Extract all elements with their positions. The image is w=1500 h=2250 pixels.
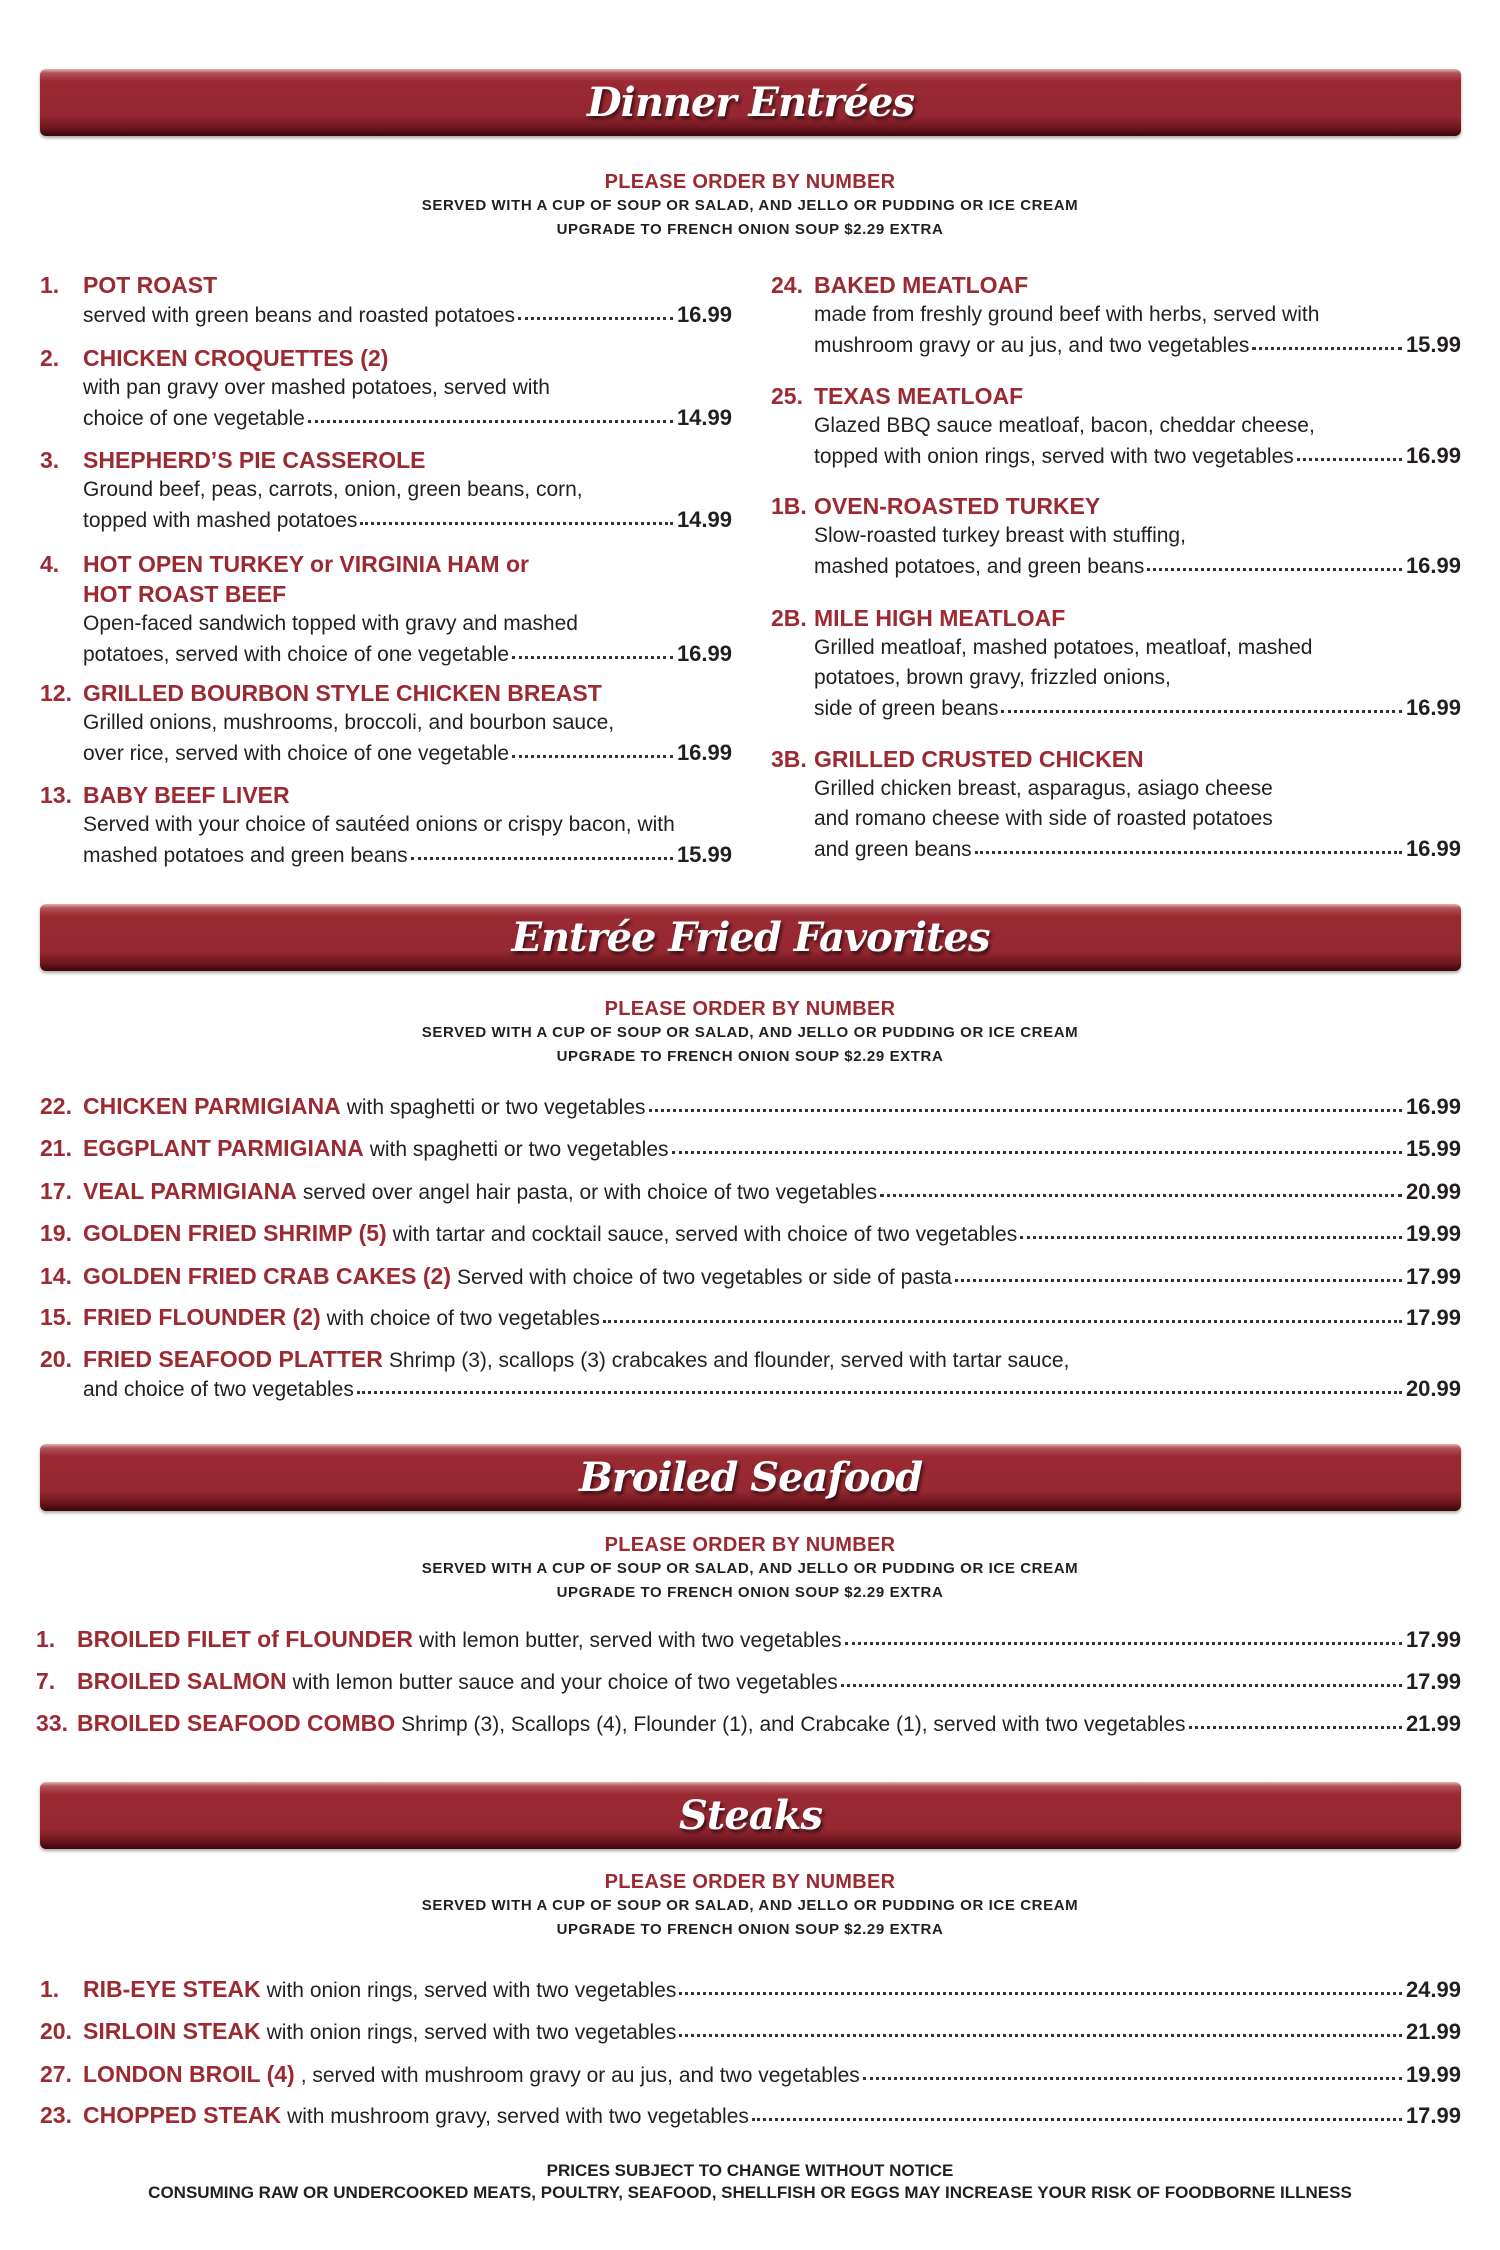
item-description: Grilled onions, mushrooms, broccoli, and bourbon sauce, (83, 711, 615, 734)
menu-item (40, 1261, 1461, 1291)
item-description: with onion rings, served with two vegetables (266, 1979, 677, 2002)
item-title-line (771, 381, 1461, 411)
item-title-line (771, 603, 1461, 633)
item-name: BROILED SEAFOOD COMBO (77, 1710, 396, 1736)
item-title-line (40, 780, 732, 810)
item-description: potatoes, served with choice of one vegetable (83, 643, 510, 666)
item-number: 25. (771, 383, 803, 409)
item-price: 24.99 (1405, 1977, 1461, 2002)
item-price: 19.99 (1405, 1221, 1461, 1246)
item-price: 21.99 (1405, 2019, 1461, 2044)
item-description-line (771, 411, 1461, 441)
item-line (40, 1374, 1461, 1404)
item-description: mashed potatoes and green beans (83, 844, 408, 867)
steaks-banner (40, 1782, 1461, 1849)
item-description-line (40, 810, 732, 840)
item-description-line (40, 475, 732, 505)
item-description: choice of one vegetable (83, 407, 305, 430)
dot-leader (649, 1109, 1402, 1112)
item-number: 23. (40, 2102, 72, 2128)
menu-item (40, 1133, 1461, 1163)
item-line (40, 1091, 1461, 1121)
dot-leader (955, 1279, 1402, 1282)
item-number: 1. (36, 1626, 56, 1652)
steaks-subheader (0, 1870, 1500, 1942)
item-name: MILE HIGH MEATLOAF (814, 605, 1066, 631)
upgrade-note: UPGRADE TO FRENCH ONION SOUP $2.29 EXTRA (556, 221, 944, 238)
item-number: 20. (40, 2018, 72, 2044)
dot-leader (863, 2077, 1402, 2080)
item-price: 17.99 (1405, 1627, 1461, 1652)
fried-subheader (0, 997, 1500, 1069)
item-line (40, 1261, 1461, 1291)
served-with-note: SERVED WITH A CUP OF SOUP OR SALAD, AND JELLO OR PUDDING OR ICE CREAM (421, 1024, 1079, 1041)
item-name: HOT ROAST BEEF (83, 581, 287, 607)
item-name: BROILED FILET of FLOUNDER (77, 1626, 414, 1652)
dot-leader (1001, 710, 1401, 713)
item-description: topped with onion rings, served with two vegetables (814, 445, 1294, 468)
item-number: 24. (771, 272, 803, 298)
item-description: with spaghetti or two vegetables (369, 1138, 669, 1161)
item-number: 2B. (771, 605, 807, 631)
dot-leader (512, 656, 673, 659)
upgrade-note: UPGRADE TO FRENCH ONION SOUP $2.29 EXTRA (556, 1921, 944, 1938)
menu-item (40, 1344, 1461, 1404)
item-title-line (771, 270, 1461, 300)
item-price: 16.99 (1405, 1094, 1461, 1119)
dot-leader (357, 1391, 1402, 1394)
item-description: side of green beans (814, 697, 999, 720)
dinner-subheader (0, 170, 1500, 242)
item-line (40, 1302, 1461, 1332)
item-title-line (40, 579, 732, 609)
dot-leader (1020, 1236, 1402, 1239)
upgrade-note: UPGRADE TO FRENCH ONION SOUP $2.29 EXTRA (556, 1584, 944, 1601)
item-title-line (40, 678, 732, 708)
item-name: OVEN-ROASTED TURKEY (814, 493, 1101, 519)
upgrade-note: UPGRADE TO FRENCH ONION SOUP $2.29 EXTRA (556, 1048, 944, 1065)
item-price: 17.99 (1405, 1305, 1461, 1330)
item-description: Served with choice of two vegetables or side of pasta (457, 1266, 952, 1289)
item-number: 4. (40, 551, 60, 577)
item-description: Shrimp (3), Scallops (4), Flounder (1), and Crabcake (1), served with two vegetables (401, 1713, 1186, 1736)
menu-item (40, 678, 732, 768)
dot-leader (411, 857, 673, 860)
item-price: 16.99 (676, 641, 732, 666)
health-warning: CONSUMING RAW OR UNDERCOOKED MEATS, POULTRY, SEAFOOD, SHELLFISH OR EGGS MAY INCREASE YOUR RISK OF FOODBORNE ILLNESS (148, 2183, 1352, 2202)
broiled-subheader (0, 1533, 1500, 1605)
item-description-line (40, 505, 732, 535)
item-title-line (40, 343, 732, 373)
menu-item (771, 603, 1461, 723)
order-by-number: PLEASE ORDER BY NUMBER (604, 171, 896, 193)
item-number: 2. (40, 345, 60, 371)
item-number: 22. (40, 1093, 72, 1119)
item-description: served over angel hair pasta, or with choice of two vegetables (302, 1181, 878, 1204)
item-name: RIB-EYE STEAK (83, 1976, 261, 2002)
footer (0, 2160, 1500, 2204)
item-line (36, 1666, 1461, 1696)
menu-item (40, 1176, 1461, 1206)
menu-item (40, 549, 732, 669)
item-price: 16.99 (1405, 553, 1461, 578)
item-price: 14.99 (676, 507, 732, 532)
item-line (40, 2016, 1461, 2046)
item-description: and romano cheese with side of roasted potatoes (814, 807, 1273, 830)
dot-leader (308, 420, 673, 423)
item-price: 16.99 (676, 302, 732, 327)
item-description-line (40, 708, 732, 738)
served-with-note: SERVED WITH A CUP OF SOUP OR SALAD, AND JELLO OR PUDDING OR ICE CREAM (421, 197, 1079, 214)
menu-item (40, 1091, 1461, 1121)
menu-item (40, 1302, 1461, 1332)
item-number: 7. (36, 1668, 56, 1694)
item-name: TEXAS MEATLOAF (814, 383, 1024, 409)
item-title-line (771, 491, 1461, 521)
dot-leader (518, 317, 673, 320)
item-price: 17.99 (1405, 1264, 1461, 1289)
item-number: 21. (40, 1135, 72, 1161)
dot-leader (603, 1320, 1402, 1323)
broiled-seafood-banner (40, 1444, 1461, 1511)
item-description: served with green beans and roasted potatoes (83, 304, 515, 327)
item-description: with tartar and cocktail sauce, served with choice of two vegetables (392, 1223, 1018, 1246)
item-description: and green beans (814, 838, 972, 861)
item-number: 13. (40, 782, 72, 808)
item-number: 3. (40, 447, 60, 473)
menu-item (40, 2059, 1461, 2089)
item-name: SHEPHERD’S PIE CASSEROLE (83, 447, 426, 473)
item-description-line (40, 738, 732, 768)
item-description-line (40, 300, 732, 330)
item-number: 1. (40, 1976, 60, 2002)
item-description: topped with mashed potatoes (83, 509, 358, 532)
item-description: Grilled chicken breast, asparagus, asiago cheese (814, 777, 1273, 800)
served-with-note: SERVED WITH A CUP OF SOUP OR SALAD, AND JELLO OR PUDDING OR ICE CREAM (421, 1897, 1079, 1914)
price-notice: PRICES SUBJECT TO CHANGE WITHOUT NOTICE (546, 2161, 954, 2180)
item-price: 16.99 (676, 740, 732, 765)
menu-item (36, 1666, 1461, 1696)
item-price: 15.99 (1405, 1136, 1461, 1161)
item-description: Glazed BBQ sauce meatloaf, bacon, cheddar cheese, (814, 414, 1315, 437)
dot-leader (1147, 568, 1402, 571)
item-description-line (40, 373, 732, 403)
item-number: 14. (40, 1263, 72, 1289)
item-name: VEAL PARMIGIANA (83, 1178, 297, 1204)
dot-leader (679, 2034, 1402, 2037)
item-line (40, 1176, 1461, 1206)
item-title-line (40, 270, 732, 300)
served-with-note: SERVED WITH A CUP OF SOUP OR SALAD, AND JELLO OR PUDDING OR ICE CREAM (421, 1560, 1079, 1577)
dot-leader (512, 755, 673, 758)
menu-item (36, 1624, 1461, 1654)
section-title: Steaks (679, 1792, 822, 1839)
dot-leader (752, 2118, 1402, 2121)
item-name: CHOPPED STEAK (83, 2102, 282, 2128)
menu-item (40, 270, 732, 330)
menu-item (771, 491, 1461, 581)
dot-leader (679, 1992, 1402, 1995)
item-name: BROILED SALMON (77, 1668, 287, 1694)
dot-leader (975, 851, 1402, 854)
item-name: POT ROAST (83, 272, 218, 298)
menu-item (771, 270, 1461, 360)
item-number: 19. (40, 1220, 72, 1246)
section-title: Dinner Entrées (586, 79, 915, 126)
item-description-line (40, 639, 732, 669)
item-description: with pan gravy over mashed potatoes, served with (83, 376, 550, 399)
item-description-line (771, 330, 1461, 360)
dinner-entrees-banner (40, 69, 1461, 136)
dot-leader (845, 1642, 1402, 1645)
menu-item (771, 381, 1461, 471)
item-name: GRILLED BOURBON STYLE CHICKEN BREAST (83, 680, 602, 706)
item-number: 20. (40, 1346, 72, 1372)
item-description: Served with your choice of sautéed onions or crispy bacon, with (83, 813, 675, 836)
dot-leader (880, 1194, 1402, 1197)
item-price: 17.99 (1405, 1669, 1461, 1694)
order-by-number: PLEASE ORDER BY NUMBER (604, 1871, 896, 1893)
item-description: with choice of two vegetables (326, 1307, 600, 1330)
item-description: with lemon butter, served with two vegetables (419, 1629, 842, 1652)
item-description: Shrimp (3), scallops (3) crabcakes and flounder, served with tartar sauce, (388, 1349, 1070, 1372)
item-price: 16.99 (1405, 836, 1461, 861)
menu-item (40, 445, 732, 535)
fried-favorites-banner (40, 904, 1461, 971)
item-price: 14.99 (676, 405, 732, 430)
item-title-line (40, 445, 732, 475)
item-description: with spaghetti or two vegetables (346, 1096, 646, 1119)
item-description-line (40, 840, 732, 870)
item-description: over rice, served with choice of one vegetable (83, 742, 510, 765)
menu-item (40, 2016, 1461, 2046)
item-number: 1. (40, 272, 60, 298)
item-name: BAKED MEATLOAF (814, 272, 1029, 298)
item-description-line (771, 774, 1461, 804)
item-price: 20.99 (1405, 1179, 1461, 1204)
dot-leader (1189, 1726, 1402, 1729)
item-line (36, 1624, 1461, 1654)
item-description: made from freshly ground beef with herbs, served with (814, 303, 1320, 326)
item-price: 20.99 (1405, 1376, 1461, 1401)
dot-leader (360, 522, 673, 525)
item-price: 21.99 (1405, 1711, 1461, 1736)
item-number: 3B. (771, 746, 807, 772)
item-line (36, 1708, 1461, 1738)
item-name: GRILLED CRUSTED CHICKEN (814, 746, 1144, 772)
section-title: Entrée Fried Favorites (511, 914, 990, 961)
item-name: GOLDEN FRIED CRAB CAKES (2) (83, 1263, 452, 1289)
item-price: 19.99 (1405, 2062, 1461, 2087)
item-description-line (771, 551, 1461, 581)
item-description-line (771, 804, 1461, 834)
item-number: 12. (40, 680, 72, 706)
menu-item (36, 1708, 1461, 1738)
order-by-number: PLEASE ORDER BY NUMBER (604, 1534, 896, 1556)
menu-item (40, 1218, 1461, 1248)
item-line (40, 2059, 1461, 2089)
item-name: EGGPLANT PARMIGIANA (83, 1135, 364, 1161)
item-title-line (771, 744, 1461, 774)
item-price: 15.99 (676, 842, 732, 867)
item-name: SIRLOIN STEAK (83, 2018, 261, 2044)
item-description: Open-faced sandwich topped with gravy and mashed (83, 612, 578, 635)
item-name: CHICKEN CROQUETTES (2) (83, 345, 389, 371)
item-number: 15. (40, 1304, 72, 1330)
menu-item (40, 1974, 1461, 2004)
item-description-line (771, 693, 1461, 723)
item-description-line (771, 521, 1461, 551)
item-name: HOT OPEN TURKEY or VIRGINIA HAM or (83, 551, 529, 577)
item-number: 17. (40, 1178, 72, 1204)
item-description: Grilled meatloaf, mashed potatoes, meatloaf, mashed (814, 636, 1313, 659)
item-number: 27. (40, 2061, 72, 2087)
item-description-line (771, 441, 1461, 471)
item-name: BABY BEEF LIVER (83, 782, 290, 808)
dot-leader (1297, 458, 1402, 461)
menu-item (40, 2100, 1461, 2130)
section-title: Broiled Seafood (578, 1454, 923, 1501)
item-price: 17.99 (1405, 2103, 1461, 2128)
item-name: CHICKEN PARMIGIANA (83, 1093, 341, 1119)
item-description-line (771, 663, 1461, 693)
menu-item (40, 780, 732, 870)
dot-leader (1252, 347, 1402, 350)
dot-leader (672, 1151, 1402, 1154)
item-name: LONDON BROIL (4) (83, 2061, 295, 2087)
dot-leader (841, 1684, 1402, 1687)
item-name: FRIED FLOUNDER (2) (83, 1304, 321, 1330)
item-line (40, 1974, 1461, 2004)
item-title-line (40, 549, 732, 579)
item-description: and choice of two vegetables (83, 1378, 354, 1401)
item-price: 16.99 (1405, 443, 1461, 468)
item-name: FRIED SEAFOOD PLATTER (83, 1346, 383, 1372)
item-description-line (771, 834, 1461, 864)
menu-item (40, 343, 732, 433)
item-description-line (40, 403, 732, 433)
item-description: with lemon butter sauce and your choice of two vegetables (292, 1671, 838, 1694)
item-description-line (771, 633, 1461, 663)
item-description-line (40, 609, 732, 639)
item-line (40, 1218, 1461, 1248)
item-description: mushroom gravy or au jus, and two vegetables (814, 334, 1250, 357)
item-description: with onion rings, served with two vegetables (266, 2021, 677, 2044)
order-by-number: PLEASE ORDER BY NUMBER (604, 998, 896, 1020)
item-price: 16.99 (1405, 695, 1461, 720)
item-description: Slow-roasted turkey breast with stuffing, (814, 524, 1186, 547)
item-name: GOLDEN FRIED SHRIMP (5) (83, 1220, 387, 1246)
item-description: Ground beef, peas, carrots, onion, green beans, corn, (83, 478, 583, 501)
item-line (40, 1344, 1461, 1374)
item-line (40, 2100, 1461, 2130)
item-line (40, 1133, 1461, 1163)
item-description: potatoes, brown gravy, frizzled onions, (814, 666, 1171, 689)
item-number: 1B. (771, 493, 807, 519)
menu-item (771, 744, 1461, 864)
item-price: 15.99 (1405, 332, 1461, 357)
item-number: 33. (36, 1710, 68, 1736)
item-description: , served with mushroom gravy or au jus, and two vegetables (300, 2064, 860, 2087)
item-description-line (771, 300, 1461, 330)
item-description: with mushroom gravy, served with two vegetables (287, 2105, 749, 2128)
item-description: mashed potatoes, and green beans (814, 555, 1145, 578)
